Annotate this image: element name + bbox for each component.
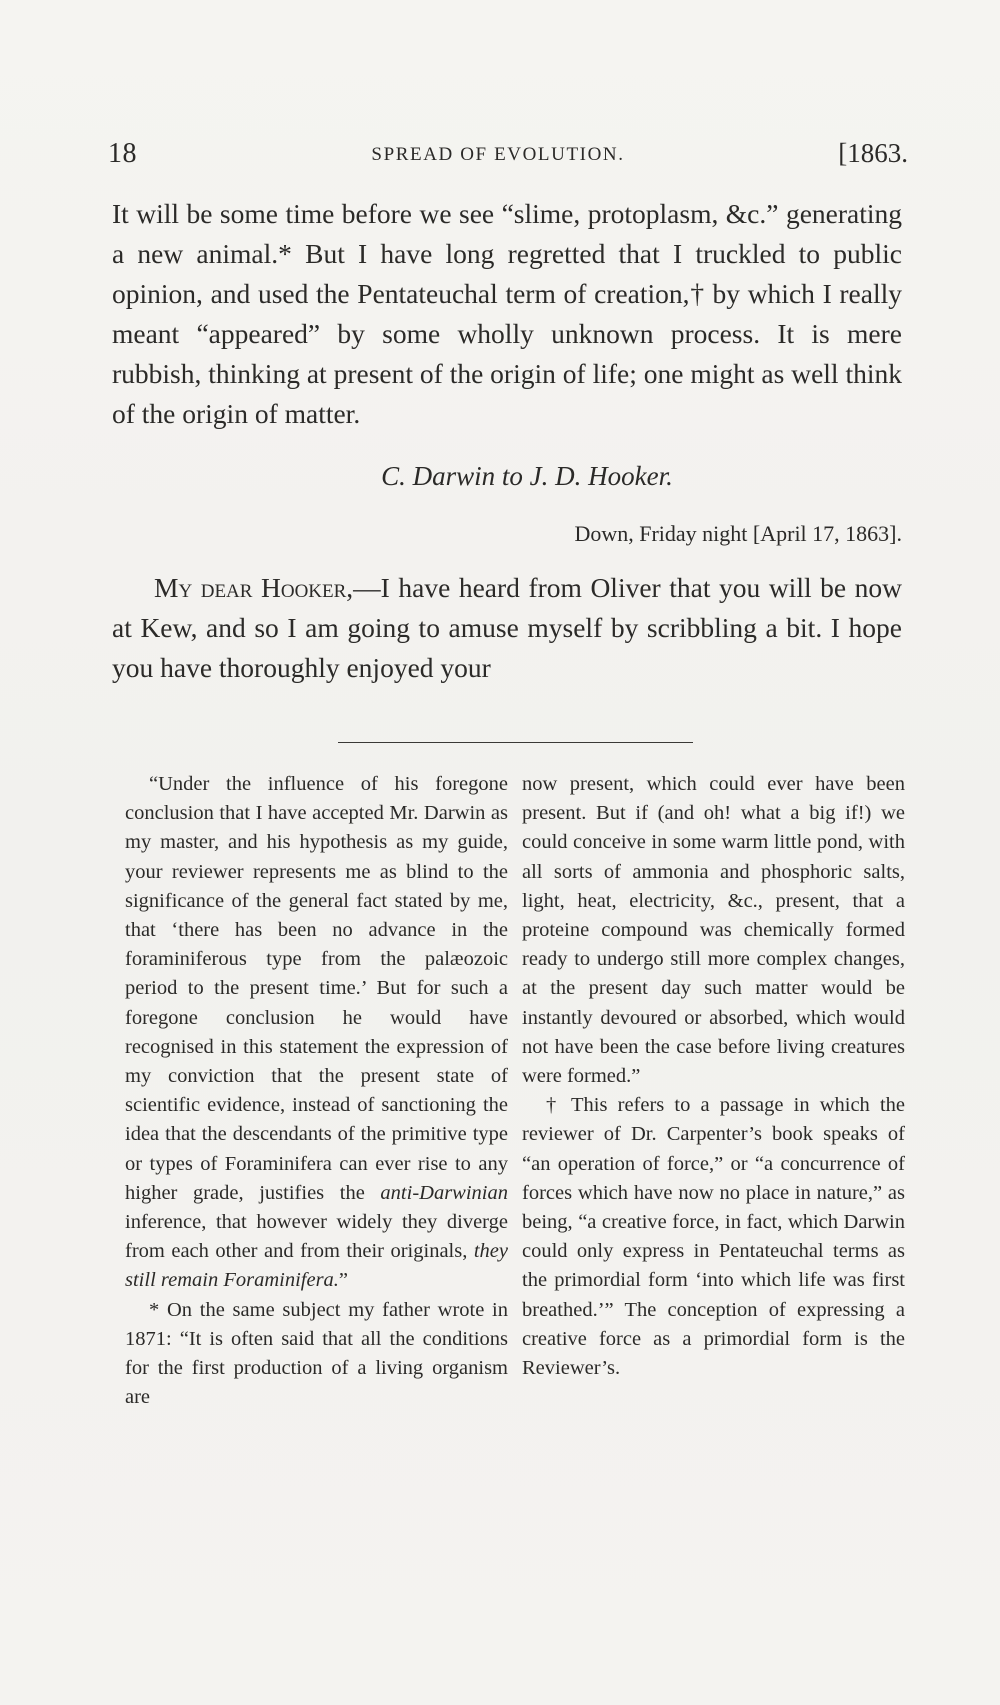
page-header — [108, 138, 908, 178]
header-year: [1863. — [838, 138, 908, 168]
letter-body-text: —I have heard from Oliver that you will be now at Kew, and so I am going to amuse myself by scribbling a bit. I hope you have thoroughly enjoyed your — [112, 572, 902, 683]
page-number: 18 — [108, 138, 137, 169]
letter-heading: C. Darwin to J. D. Hooker. — [381, 461, 673, 491]
main-text — [112, 194, 902, 688]
footnote-italic: they still remain Foraminifera. — [125, 1240, 508, 1292]
body-paragraph: It will be some time before we see “slime, protoplasm, &c.” generating a new animal.* But I have long regretted that I truckled to public opinion, and used the Pentateuchal term of creation,† by which I really meant “appeared” by some wholly unknown process. It is mere rubbish, thinking at present of the origin of life; one might as well think of the origin of matter. — [112, 198, 902, 429]
footnote-text: inference, that however widely they diverge from each other and from their originals, — [125, 1211, 508, 1263]
footnote-italic: anti-Darwinian — [380, 1181, 508, 1204]
footnote-rule — [338, 742, 693, 743]
letter-salutation: My dear Hooker, — [154, 572, 354, 603]
footnote-star: * On the same subject my father wrote in 1871: “It is often said that all the conditions for the first production of a living organism are — [125, 1298, 508, 1409]
letter-paragraph — [112, 568, 902, 688]
footnotes — [125, 770, 905, 1412]
footnote-dagger: † This refers to a passage in which the reviewer of Dr. Carpenter’s book speaks of “an operation of force,” or “a concurrence of forces which have now no place in nature,” as being, “a creative force, in fact, which Darwin could only express in Pentateuchal terms as the primordial form ‘into which life was first breathed.’” The conception of expressing a creative force as a primordial form is the Reviewer’s. — [522, 1094, 905, 1380]
footnote-column-left — [125, 770, 508, 1412]
footnote-column-right — [522, 770, 905, 1412]
letter-dateline: Down, Friday night [April 17, 1863]. — [574, 521, 902, 546]
footnote-star-continued: now present, which could ever have been present. But if (and oh! what a big if!) we could conceive in some warm little pond, with all sorts of ammonia and phosphoric salts, light, heat, electricity, &c., present, that a proteine compound was chemically formed ready to undergo still more complex changes, at the present day such matter would be instantly devoured or absorbed, which would not have been the case before living creatures were formed.” — [522, 773, 905, 1088]
running-head-text: SPREAD OF EVOLUTION. — [371, 144, 625, 165]
running-head — [108, 144, 908, 166]
footnote-continued — [125, 770, 508, 1296]
footnote-text: “Under the influence of his foregone conclusion that I have accepted Mr. Darwin as my master, and his hypothesis as my guide, your reviewer represents me as blind to the significance of the general fact stated by me, that ‘there has been no advance in the foraminiferous type from the palæozoic period to the present time.’ But for such a foregone conclusion he would have recognised in this statement the expression of my conviction that the present state of scientific evidence, instead of sanctioning the idea that the descendants of the primitive type or types of Foraminifera can ever rise to any higher grade, justifies the — [125, 773, 508, 1204]
footnote-text: ” — [338, 1269, 349, 1292]
